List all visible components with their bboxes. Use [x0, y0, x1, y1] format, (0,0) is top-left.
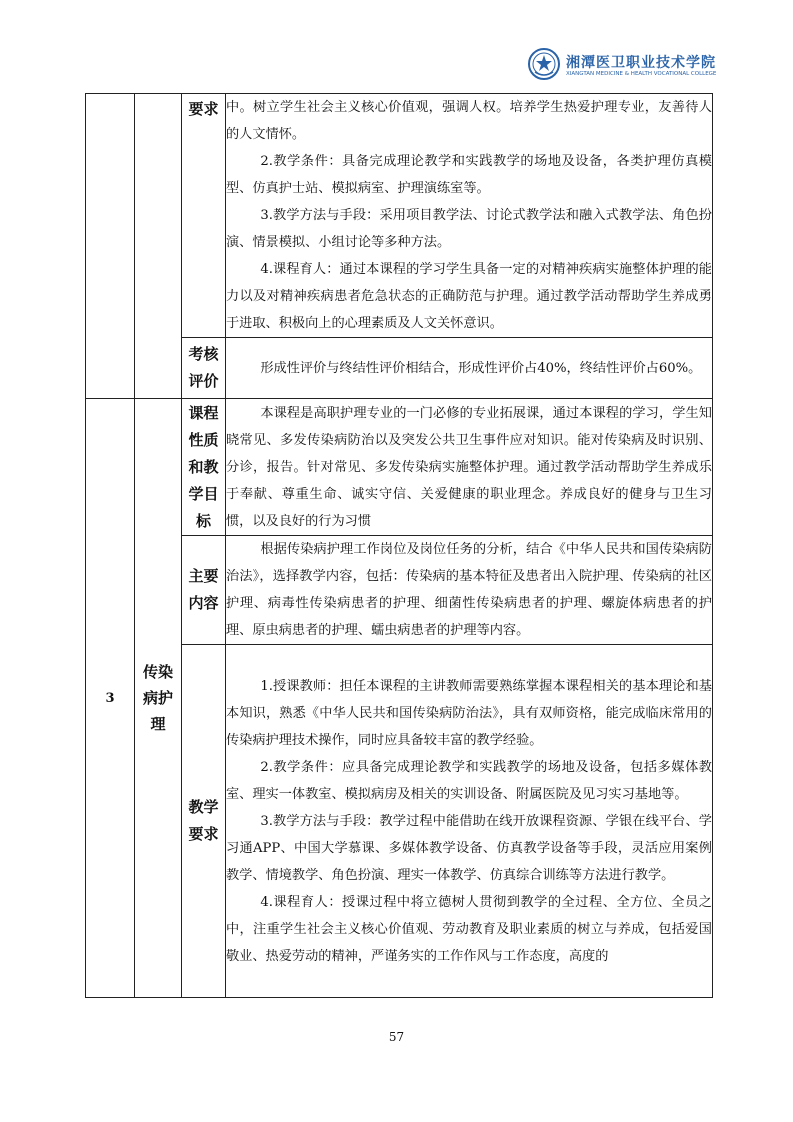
main-content-label-cell: [182, 536, 226, 645]
nature-label-line-2: 性质: [188, 430, 219, 449]
school-name-en: XIANGTAN MEDICINE & HEALTH VOCATIONAL COLLEGE: [566, 71, 717, 77]
row-number-cell: [86, 399, 135, 998]
nature-label-line-5: 标: [195, 511, 211, 530]
course-name-line-1: 传染: [142, 663, 173, 681]
nature-label-line-1: 课程: [188, 403, 219, 422]
table-row: [86, 399, 713, 536]
teaching-req-paragraph-4: 4.课程育人：授课过程中将立德树人贯彻到教学的全过程、全方位、全员之中，注重学生社会主义核心价值观、劳动教育及职业素质的树立与养成，包括爱国敬业、热爱劳动的精神，严谨务实的工作作风与工作态度，高度的: [226, 894, 712, 964]
teaching-req-label-cell: [182, 645, 226, 998]
main-content-content-cell: [226, 536, 713, 645]
teaching-req-paragraph-4: 4.课程育人：通过本课程的学习学生具备一定的对精神疾病实施整体护理的能力以及对精神疾病患者危急状态的正确防范与护理。通过教学活动帮助学生养成勇于进取、积极向上的心理素质及人文关怀意识。: [226, 262, 712, 331]
teaching-req-paragraph-2: 2.教学条件：应具备完成理论教学和实践教学的场地及设备，包括多媒体教室、理实一体教室、模拟病房及相关的实训设备、附属医院及见习实习基地等。: [226, 759, 712, 802]
row-number: 3: [105, 690, 115, 706]
teaching-req-label: 要求: [188, 100, 219, 118]
nature-label-line-3: 和教: [188, 457, 219, 476]
course-name-cell-empty: [135, 94, 182, 399]
school-logo: [528, 44, 718, 86]
teaching-req-paragraph-3: 3.教学方法与手段：教学过程中能借助在线开放课程资源、学银在线平台、学习通APP、中国大学慕课、多媒体教学设备、仿真教学设备等手段，灵活应用案例教学、情境教学、角色扮演、理实一体教学、仿真综合训练等方法进行教学。: [226, 813, 712, 883]
teaching-req-paragraph-2: 2.教学条件：具备完成理论教学和实践教学的场地及设备，各类护理仿真模型、仿真护士站、模拟病室、护理演练室等。: [226, 154, 712, 196]
table-row: [86, 94, 713, 338]
curriculum-table: [85, 93, 713, 998]
teaching-req-content-cell: [226, 645, 713, 998]
assessment-content-cell: [226, 338, 713, 399]
nature-label-cell: [182, 399, 226, 536]
teaching-req-label-line-2: 要求: [188, 825, 219, 843]
main-content-label-line-2: 内容: [188, 594, 219, 612]
assessment-label-cell: [182, 338, 226, 399]
teaching-req-content-cell: [226, 94, 713, 338]
teaching-req-paragraph-1: 1.授课教师：担任本课程的主讲教师需要熟练掌握本课程相关的基本理论和基本知识，熟悉《中华人民共和国传染病防治法》，具有双师资格，能完成临床常用的传染病护理技术操作，同时应具备较丰富的教学经验。: [226, 678, 712, 748]
main-content-text: 根据传染病护理工作岗位及岗位任务的分析，结合《中华人民共和国传染病防治法》，选择教学内容，包括：传染病的基本特征及患者出入院护理、传染病的社区护理、病毒性传染病患者的护理、细菌性传染病患者的护理、螺旋体病患者的护理、原虫病患者的护理、蠕虫病患者的护理等内容。: [226, 542, 712, 638]
nature-content-cell: [226, 399, 713, 536]
assessment-label-line-2: 评价: [188, 372, 219, 390]
assessment-text: 形成性评价与终结性评价相结合，形成性评价占40%，终结性评价占60%。: [260, 360, 702, 376]
main-content-label-line-1: 主要: [188, 567, 219, 585]
assessment-label-line-1: 考核: [188, 345, 219, 363]
course-name-line-2: 病护: [142, 689, 173, 707]
course-name-line-3: 理: [150, 715, 166, 733]
number-cell-empty: [86, 94, 135, 399]
school-name-cn: 湘潭医卫职业技术学院: [566, 55, 716, 71]
nature-label-line-4: 学目: [188, 484, 219, 503]
nature-text: 本课程是高职护理专业的一门必修的专业拓展课，通过本课程的学习，学生知晓常见、多发传染病防治以及突发公共卫生事件应对知识。能对传染病及时识别、分诊，报告。针对常见、多发传染病实施整体护理。通过教学活动帮助学生养成乐于奉献、尊重生命、诚实守信、关爱健康的职业理念。养成良好的健身与卫生习惯，以及良好的行为习惯: [226, 405, 712, 529]
teaching-req-paragraph-3: 3.教学方法与手段：采用项目教学法、讨论式教学法和融入式教学法、角色扮演、情景模拟、小组讨论等多种方法。: [226, 208, 712, 250]
page-number: 57: [388, 1030, 405, 1044]
teaching-req-label-line-1: 教学: [188, 798, 219, 816]
teaching-req-paragraph-1: 中。树立学生社会主义核心价值观，强调人权。培养学生热爱护理专业，友善待人的人文情怀。: [226, 100, 712, 142]
teaching-req-label-cell: [182, 94, 226, 338]
school-emblem-icon: [528, 48, 560, 80]
course-name-cell: [135, 399, 182, 998]
